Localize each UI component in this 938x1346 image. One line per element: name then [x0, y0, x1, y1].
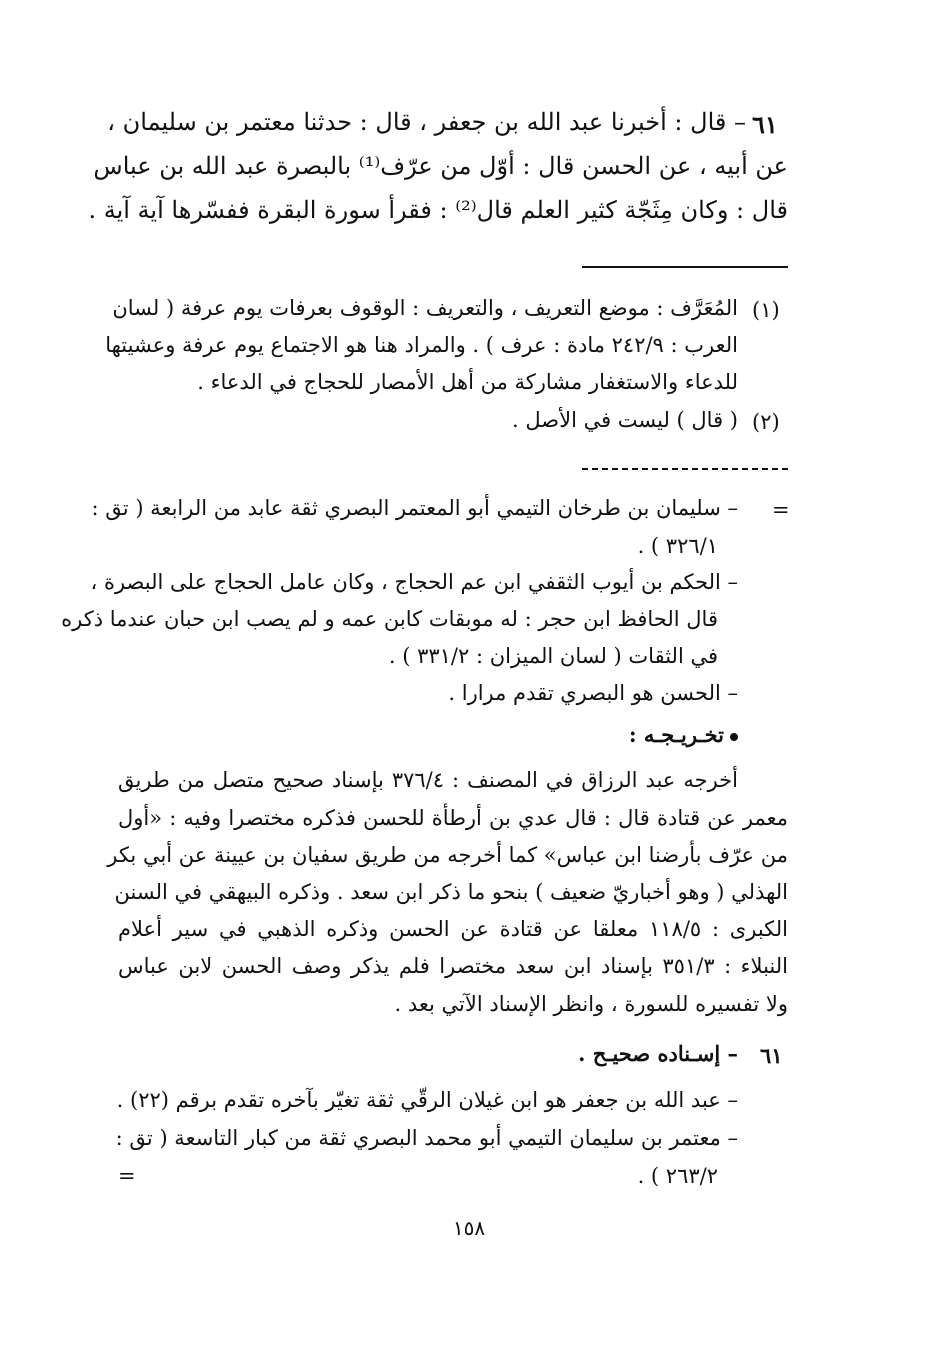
takhrij-line-4: الهذلي ( وهو أخباريّ ضعيف ) بنحو ما ذكر ابن سعد . وذكره البيهقي في السنن — [114, 880, 788, 904]
isnad-narrator-2-line-1: – معتمر بن سليمان التيمي أبو محمد البصري ثقة من كبار التاسعة ( تق : — [115, 1126, 738, 1150]
bullet-icon — [730, 733, 738, 741]
isnad-narrator-1-line-1: – عبد الله بن جعفر هو ابن غيلان الرقّي ثقة تغيّر بآخره تقدم برقم (٢٢) . — [116, 1088, 738, 1112]
narrator-2-line-2: قال الحافظ ابن حجر : له موبقات كابن عمه و لم يصب ابن حبان عندما ذكره — [61, 607, 718, 631]
commentary-separator — [582, 468, 788, 470]
footnote-1-line-3: للدعاء والاستغفار مشاركة من أهل الأمصار للحجاج في الدعاء . — [197, 370, 738, 394]
takhrij-line-7: ولا تفسيره للسورة ، وانظر الإسناد الآتي بعد . — [394, 992, 788, 1016]
takhrij-line-3: من عرّف بأرضنا ابن عباس» كما أخرجه من طريق سفيان بن عيينة عن أبي بكر — [107, 843, 788, 867]
narrator-2-line-1: – الحكم بن أيوب الثقفي ابن عم الحجاج ، وكان عامل الحجاج على البصرة ، — [90, 570, 738, 594]
footnote-1-line-2: العرب : ٢٤٢/٩ مادة : عرف ) . والمراد هنا هو الاجتماع يوم عرفة وعشيتها — [105, 333, 738, 357]
footnote-marker-2: (٢) — [752, 410, 780, 434]
takhrij-line-2: معمر عن قتادة قال : قال عدي بن أرطأة للحسن فذكره مختصرا وفيه : «أول — [118, 806, 788, 830]
narrator-1-line-1: – سليمان بن طرخان التيمي أبو المعتمر البصري ثقة عابد من الرابعة ( تق : — [91, 496, 738, 520]
narrator-3-line-1: – الحسن هو البصري تقدم مرارا . — [448, 681, 738, 705]
main-line-2: عن أبيه ، عن الحسن قال : أوّل من عرّف⁽¹⁾ بالبصرة عبد الله بن عباس — [93, 152, 788, 180]
continuation-mark: = — [772, 498, 790, 522]
narrator-1-line-2: ٣٢٦/١ ) . — [637, 534, 718, 558]
footnote-marker-1: (١) — [752, 298, 780, 322]
footnote-separator — [582, 266, 788, 268]
isnad-number: ٦١ — [760, 1043, 783, 1068]
isnad-heading: – إسـناده صحيـح . — [578, 1041, 738, 1066]
isnad-narrator-2-line-2: ٢٦٣/٢ ) . — [637, 1164, 718, 1188]
entry-number: ٦١ — [752, 110, 778, 139]
takhrij-heading — [118, 722, 738, 747]
footnote-1-line-1: المُعَرَّف : موضع التعريف ، والتعريف : الوقوف بعرفات يوم عرفة ( لسان — [112, 296, 738, 320]
narrator-2-line-3: في الثقات ( لسان الميزان : ٣٣١/٢ ) . — [388, 644, 718, 668]
main-line-3: قال : وكان مِثَجّة كثير العلم قال⁽²⁾ : فقرأ سورة البقرة ففسّرها آية آية . — [88, 196, 788, 224]
end-mark: = — [118, 1164, 136, 1188]
footnote-2-line-1: ( قال ) ليست في الأصل . — [512, 408, 738, 432]
takhrij-line-5: الكبرى : ١١٨/٥ معلقا عن قتادة عن الحسن وذكره الذهبي في سير أعلام — [118, 917, 789, 941]
takhrij-heading-text: تخـريـجـه : — [628, 722, 724, 747]
page-number: ١٥٨ — [452, 1216, 486, 1240]
takhrij-line-6: النبلاء : ٣٥١/٣ بإسناد ابن سعد مختصرا فلم يذكر وصف الحسن لابن عباس — [118, 954, 788, 978]
takhrij-line-1: أخرجه عبد الرزاق في المصنف : ٣٧٦/٤ بإسناد صحيح متصل من طريق — [118, 768, 738, 792]
main-line-1: – قال : أخبرنا عبد الله بن جعفر ، قال : حدثنا معتمر بن سليمان ، — [107, 108, 746, 136]
